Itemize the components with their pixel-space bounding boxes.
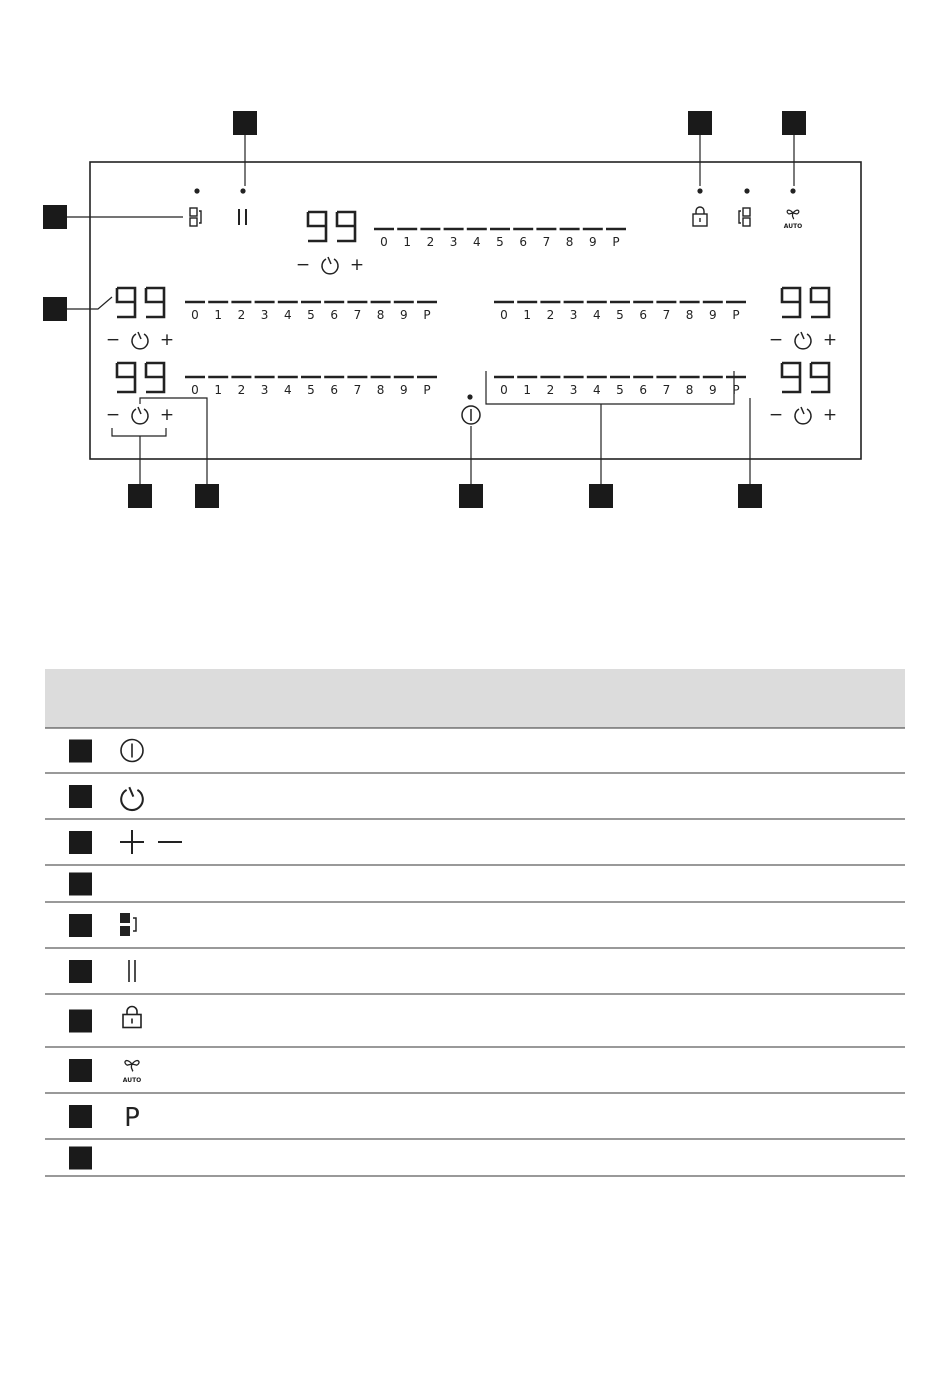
power-button[interactable] — [462, 406, 480, 424]
row-number-box — [69, 873, 92, 896]
level-label-6: 6 — [639, 383, 648, 397]
minus-button[interactable]: − — [105, 405, 121, 425]
level-label-4: 4 — [283, 308, 292, 322]
hob-hood-auto-icon — [125, 1061, 139, 1072]
row-number-box — [69, 1010, 92, 1033]
table-header — [45, 669, 905, 728]
timer-glyph — [121, 787, 143, 810]
digit-nine — [811, 288, 829, 317]
level-label-3: 3 — [569, 308, 578, 322]
main-timer-display — [308, 212, 355, 241]
digit-nine — [811, 363, 829, 392]
timer-icon[interactable] — [132, 407, 148, 424]
fan-glyph — [125, 1061, 139, 1072]
level-label-2: 2 — [237, 308, 246, 322]
timer-icon[interactable] — [132, 332, 148, 349]
table-row — [69, 1007, 141, 1033]
level-label-1: 1 — [523, 383, 532, 397]
timer-glyph — [322, 257, 338, 274]
level-label-2: 2 — [426, 235, 435, 249]
timer-icon[interactable] — [322, 257, 338, 274]
level-label-7: 7 — [662, 383, 671, 397]
pause-icon — [129, 960, 135, 982]
timer-glyph — [795, 407, 811, 424]
timer-glyph — [132, 407, 148, 424]
level-label-4: 4 — [592, 383, 601, 397]
callout-auto — [782, 111, 806, 135]
minus-button[interactable]: − — [768, 405, 784, 425]
bridge-icon — [120, 913, 136, 936]
row-number-box — [69, 1059, 92, 1082]
bridge-icon-right[interactable] — [739, 208, 750, 226]
level-label-5: 5 — [616, 308, 624, 322]
level-label-P: P — [732, 308, 740, 322]
bridge-block — [120, 913, 130, 923]
level-label-5: 5 — [307, 383, 315, 397]
bridge-icon-part — [743, 218, 750, 226]
level-label-7: 7 — [662, 308, 671, 322]
level-label-3: 3 — [260, 383, 269, 397]
level-label-1: 1 — [403, 235, 412, 249]
auto-label: AUTO — [122, 1077, 142, 1084]
level-label-9: 9 — [399, 383, 408, 397]
cooktop-panel-frame — [90, 162, 861, 459]
level-label-5: 5 — [496, 235, 504, 249]
power-boost-icon: P — [124, 1103, 140, 1133]
level-label-2: 2 — [237, 383, 246, 397]
table-row — [69, 913, 136, 937]
level-label-2: 2 — [546, 308, 555, 322]
power-icon — [121, 740, 143, 762]
level-label-8: 8 — [565, 235, 574, 249]
row-number-box — [69, 1105, 92, 1128]
bridge-block — [120, 926, 130, 936]
level-label-0: 0 — [500, 308, 508, 322]
level-label-0: 0 — [191, 383, 199, 397]
plus-button[interactable]: + — [159, 405, 175, 425]
right-front-power-scale[interactable] — [494, 302, 746, 322]
level-label-8: 8 — [685, 383, 694, 397]
pause-icon[interactable] — [239, 209, 246, 225]
plus-button[interactable]: + — [822, 330, 838, 350]
left-rear-timer-controls — [106, 405, 174, 425]
callout-plus-minus — [128, 484, 152, 508]
left-front-timer-controls — [106, 330, 174, 350]
level-label-0: 0 — [191, 308, 199, 322]
table-row — [69, 1147, 92, 1170]
table-row — [69, 960, 135, 983]
row-number-box — [69, 785, 92, 808]
left-front-timer-display — [117, 288, 164, 317]
row-number-box — [69, 914, 92, 937]
table-row — [69, 1103, 140, 1133]
level-label-3: 3 — [569, 383, 578, 397]
level-label-8: 8 — [685, 308, 694, 322]
table-row — [69, 1059, 141, 1084]
row-number-box — [69, 1147, 92, 1170]
minus-button[interactable]: − — [768, 330, 784, 350]
level-label-6: 6 — [639, 308, 648, 322]
digit-nine — [308, 212, 326, 241]
auto-label: AUTO — [783, 223, 803, 230]
lock-shackle — [696, 207, 704, 214]
table-row — [69, 873, 92, 896]
bridge-indicator-dot — [194, 188, 199, 193]
level-label-9: 9 — [399, 308, 408, 322]
callout-timer-display — [43, 297, 67, 321]
right-rear-timer-display — [782, 363, 829, 392]
level-label-9: 9 — [708, 308, 717, 322]
callout-timer — [195, 484, 219, 508]
level-label-8: 8 — [376, 383, 385, 397]
digit-nine — [337, 212, 355, 241]
left-front-power-scale[interactable] — [185, 302, 437, 322]
timer-glyph — [795, 332, 811, 349]
level-label-4: 4 — [283, 383, 292, 397]
digit-nine — [117, 288, 135, 317]
right-front-timer-controls — [769, 330, 837, 350]
level-label-7: 7 — [353, 308, 362, 322]
digit-nine — [146, 363, 164, 392]
level-label-3: 3 — [260, 308, 269, 322]
callout-power-scale — [589, 484, 613, 508]
callout-lock — [688, 111, 712, 135]
row-number-box — [69, 831, 92, 854]
level-label-7: 7 — [353, 383, 362, 397]
left-rear-power-scale[interactable] — [185, 377, 437, 397]
level-label-1: 1 — [523, 308, 532, 322]
level-label-1: 1 — [214, 383, 223, 397]
level-label-8: 8 — [376, 308, 385, 322]
timer-icon — [121, 787, 143, 810]
digit-nine — [782, 288, 800, 317]
level-label-0: 0 — [380, 235, 388, 249]
legend-table — [45, 669, 905, 1176]
table-row — [69, 740, 143, 763]
hob-hood-indicator-dot — [790, 188, 795, 193]
top-power-scale[interactable] — [374, 229, 626, 249]
level-label-P: P — [612, 235, 620, 249]
bridge-icon-part — [199, 211, 201, 223]
callout-pause — [233, 111, 257, 135]
lock-shackle — [127, 1007, 137, 1015]
level-label-2: 2 — [546, 383, 555, 397]
bridge2-indicator-dot — [744, 188, 749, 193]
level-label-P: P — [732, 383, 740, 397]
timer-glyph — [132, 332, 148, 349]
level-label-7: 7 — [542, 235, 551, 249]
level-label-6: 6 — [330, 383, 339, 397]
plus-button[interactable]: + — [822, 405, 838, 425]
lock-indicator-dot — [697, 188, 702, 193]
lock-icon[interactable] — [693, 207, 707, 226]
bridge-icon[interactable] — [190, 208, 201, 226]
bridge-icon-part — [739, 211, 741, 223]
level-label-6: 6 — [330, 308, 339, 322]
pause-indicator-dot — [240, 188, 245, 193]
callout-boost — [738, 484, 762, 508]
plus-button[interactable]: + — [349, 255, 365, 275]
bridge-icon-part — [743, 208, 750, 216]
level-label-5: 5 — [307, 308, 315, 322]
leader-plus-minus-bracket — [112, 428, 166, 436]
right-rear-power-scale[interactable] — [494, 377, 746, 397]
hob-hood-auto-icon[interactable] — [787, 210, 799, 219]
right-front-timer-display — [782, 288, 829, 317]
level-label-9: 9 — [588, 235, 597, 249]
level-label-6: 6 — [519, 235, 528, 249]
power-indicator-dot — [467, 394, 472, 399]
level-label-5: 5 — [616, 383, 624, 397]
fan-glyph — [787, 210, 799, 219]
level-label-P: P — [423, 308, 431, 322]
level-label-P: P — [423, 383, 431, 397]
digit-nine — [782, 363, 800, 392]
level-label-4: 4 — [592, 308, 601, 322]
level-label-9: 9 — [708, 383, 717, 397]
panel-content — [106, 188, 837, 425]
digit-nine — [117, 363, 135, 392]
bridge-icon-part — [190, 218, 197, 226]
bridge-icon-part — [190, 208, 197, 216]
digit-nine — [146, 288, 164, 317]
row-number-box — [69, 960, 92, 983]
timer-icon[interactable] — [795, 407, 811, 424]
callout-power — [459, 484, 483, 508]
minus-button[interactable]: − — [295, 255, 311, 275]
level-label-4: 4 — [472, 235, 481, 249]
level-label-1: 1 — [214, 308, 223, 322]
row-number-box — [69, 740, 92, 763]
table-row — [69, 785, 143, 810]
level-label-3: 3 — [449, 235, 458, 249]
main-timer-controls — [296, 255, 364, 275]
callout-bridge — [43, 205, 67, 229]
plus-button[interactable]: + — [159, 330, 175, 350]
minus-button[interactable]: − — [105, 330, 121, 350]
table-row — [69, 830, 182, 854]
right-rear-timer-controls — [769, 405, 837, 425]
left-rear-timer-display — [117, 363, 164, 392]
plus-minus-icon — [120, 830, 182, 854]
level-label-0: 0 — [500, 383, 508, 397]
timer-icon[interactable] — [795, 332, 811, 349]
lock-icon — [123, 1007, 141, 1028]
bridge-bracket — [133, 918, 136, 931]
